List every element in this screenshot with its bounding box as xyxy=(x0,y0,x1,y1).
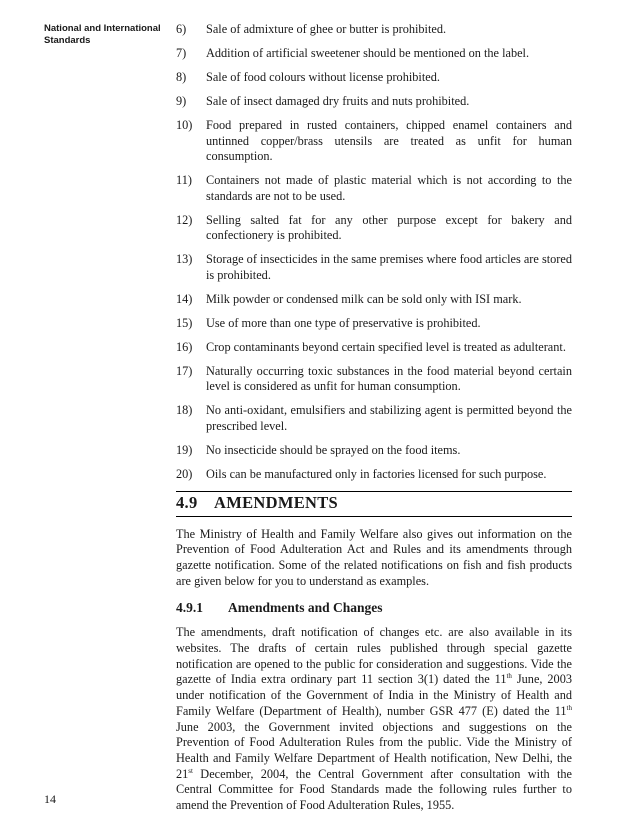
list-item-text: Oils can be manufactured only in factories licensed for such purpose. xyxy=(206,466,547,481)
paragraph-text: December, 2004, the Central Government after consultation with the Central Committee for Food Standards made the following rules further to amend the Prevention of Food Adulteration Rules, 1955. xyxy=(176,766,572,813)
subsection-number: 4.9.1 xyxy=(176,600,203,616)
list-item xyxy=(176,173,572,204)
list-item-number: 6) xyxy=(176,22,187,36)
list-item xyxy=(176,22,572,38)
list-item xyxy=(176,364,572,395)
list-item-text: Naturally occurring toxic substances in the food material beyond certain level is considered as unfit for human consumption. xyxy=(206,363,572,393)
list-item-number: 18) xyxy=(176,403,193,417)
running-header-label: National and International Standards xyxy=(44,23,161,46)
list-item-text: Storage of insecticides in the same premises where food articles are stored is prohibited. xyxy=(206,252,572,282)
rules-list xyxy=(176,22,572,482)
list-item-text: Food prepared in rusted containers, chipped enamel containers and untinned copper/brass utensils are treated as unfit for human consumption. xyxy=(206,118,572,163)
list-item-text: No anti-oxidant, emulsifiers and stabilizing agent is permitted beyond the prescribed level. xyxy=(206,403,572,433)
list-item xyxy=(176,252,572,283)
list-item xyxy=(176,213,572,244)
page-body xyxy=(176,22,572,814)
paragraph-text: June, 2003 under notification of the Government of India in the Ministry of Health and Family Welfare (Department of Health), number GSR 477 (E) dated the 11 xyxy=(176,672,572,718)
list-item xyxy=(176,292,572,308)
paragraph-text: The amendments, draft notification of changes etc. are also available in its websites. The drafts of certain rules published through special gazette notification are opened to the public for consideration and suggestions. Vide the gazette of India extra ordinary part 11 section 3(1) dated the 11 xyxy=(176,625,572,687)
list-item-number: 16) xyxy=(176,339,193,354)
list-item xyxy=(176,46,572,62)
list-item-text: Crop contaminants beyond certain specified level is treated as adulterant. xyxy=(206,339,566,354)
list-item-text: Addition of artificial sweetener should be mentioned on the label. xyxy=(206,46,530,60)
list-item-number: 11) xyxy=(176,173,192,187)
list-item-text: Sale of food colours without license prohibited. xyxy=(206,70,440,84)
list-item-number: 10) xyxy=(176,118,193,132)
section-heading xyxy=(176,491,572,517)
list-item-number: 17) xyxy=(176,363,193,378)
paragraph-text: June 2003, the Government invited objections and suggestions on the Prevention of Food Adulteration Rules from the public. Vide the Ministry of Health and Family Welfare Department of Health notification, New Delhi, the 21 xyxy=(176,719,572,781)
list-item xyxy=(176,340,572,356)
list-item-number: 9) xyxy=(176,94,187,108)
list-item xyxy=(176,70,572,86)
subsection-heading xyxy=(176,600,572,616)
list-item-number: 14) xyxy=(176,291,193,306)
list-item-number: 13) xyxy=(176,252,193,266)
ordinal-suffix: st xyxy=(188,766,193,775)
list-item-number: 7) xyxy=(176,46,187,60)
list-item-number: 20) xyxy=(176,466,193,481)
list-item-number: 8) xyxy=(176,70,187,84)
list-item-text: Use of more than one type of preservative is prohibited. xyxy=(206,315,481,330)
list-item xyxy=(176,118,572,165)
list-item xyxy=(176,467,572,483)
list-item-text: Containers not made of plastic material which is not according to the standards are not to be used. xyxy=(206,173,572,203)
ordinal-suffix: th xyxy=(506,672,512,681)
list-item-text: No insecticide should be sprayed on the food items. xyxy=(206,442,461,457)
list-item xyxy=(176,94,572,110)
section-number: 4.9 xyxy=(176,492,198,512)
list-item xyxy=(176,443,572,459)
list-item-number: 19) xyxy=(176,442,193,457)
list-item-text: Sale of admixture of ghee or butter is prohibited. xyxy=(206,22,447,36)
section-title: AMENDMENTS xyxy=(214,492,339,512)
list-item-text: Milk powder or condensed milk can be sold only with ISI mark. xyxy=(206,291,522,306)
page-number: 14 xyxy=(44,792,56,806)
list-item xyxy=(176,316,572,332)
list-item xyxy=(176,403,572,434)
section-intro-paragraph: The Ministry of Health and Family Welfare also gives out information on the Prevention of Food Adulteration Act and Rules and its amendments through gazette notification. Some of the related notifications on fish and fish products are given below for you to understand as examples. xyxy=(176,526,572,588)
subsection-title: Amendments and Changes xyxy=(228,600,383,616)
list-item-number: 12) xyxy=(176,212,193,227)
list-item-text: Selling salted fat for any other purpose except for bakery and confectionery is prohibited. xyxy=(206,212,572,242)
list-item-number: 15) xyxy=(176,315,193,330)
amendments-paragraph xyxy=(176,625,572,813)
ordinal-suffix: th xyxy=(566,703,572,712)
list-item-text: Sale of insect damaged dry fruits and nuts prohibited. xyxy=(206,94,470,108)
